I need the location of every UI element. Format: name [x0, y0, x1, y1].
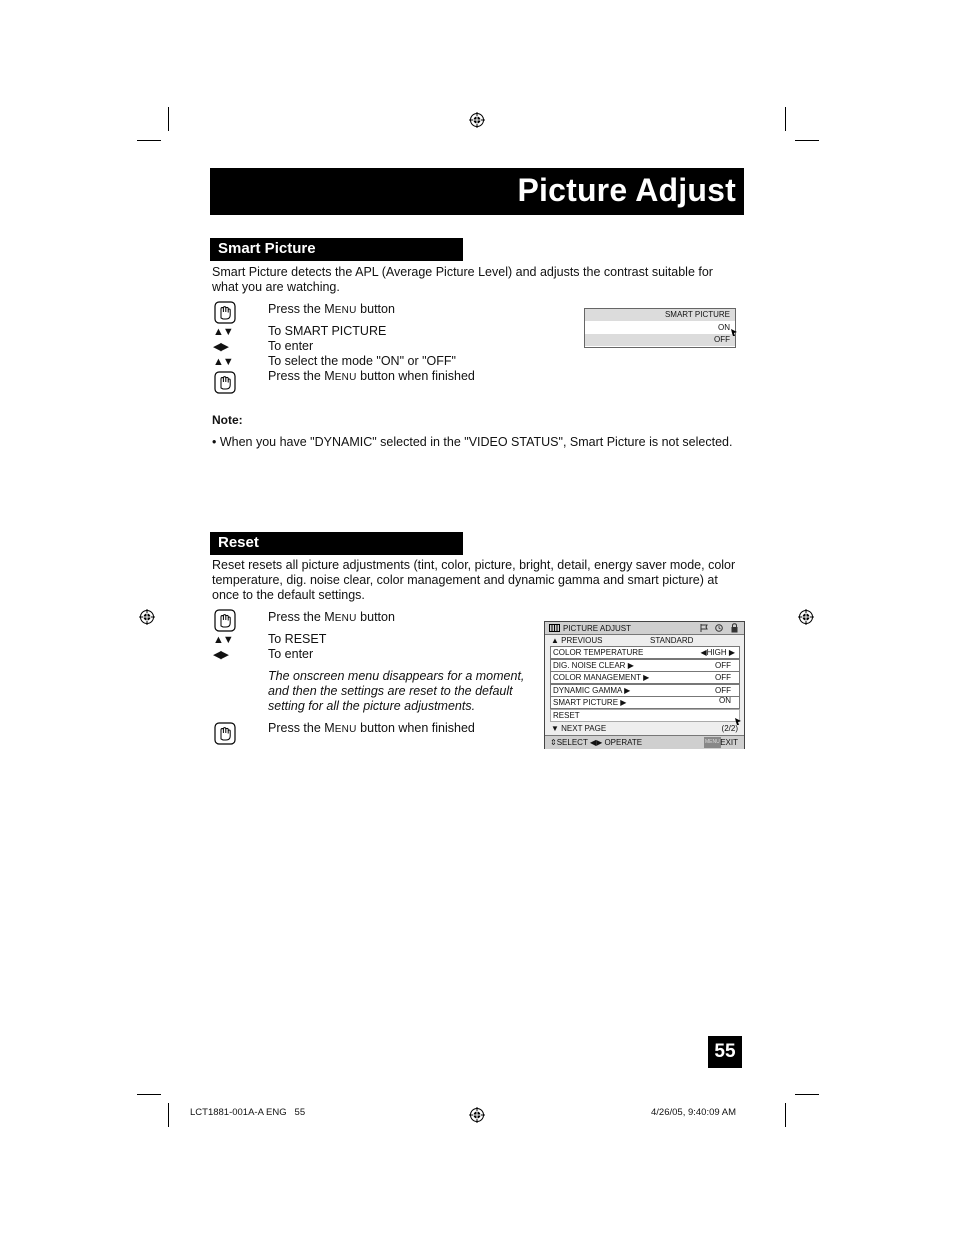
tv-menu-icon: [549, 624, 560, 632]
registration-mark-icon: [139, 609, 155, 625]
step-press-menu: Press the MENU button: [268, 610, 395, 624]
footer-exit: EXIT: [720, 738, 738, 747]
menu-title: PICTURE ADJUST: [563, 624, 632, 633]
crop-mark: [795, 1094, 819, 1095]
remote-menu-button-icon: [213, 301, 237, 325]
step-to-smart-picture: To SMART PICTURE: [268, 324, 387, 338]
registration-mark-icon: [469, 1107, 485, 1123]
step-press-menu-finished: Press the MENU button when finished: [268, 721, 475, 735]
step-reset-explanation: The onscreen menu disappears for a moment, and then the settings are reset to the default setting for all the picture adjustments.: [268, 669, 525, 713]
menu-option-off: OFF: [585, 334, 735, 346]
crop-mark: [785, 107, 786, 131]
up-down-arrows-icon: ▲▼: [213, 634, 233, 646]
crop-mark: [795, 140, 819, 141]
step-to-reset: To RESET: [268, 632, 327, 646]
step-to-enter: To enter: [268, 647, 314, 661]
previous-value: STANDARD: [650, 636, 694, 645]
section-heading-text: Smart Picture: [218, 240, 316, 257]
menu-row-value: OFF: [715, 686, 731, 695]
cursor-pointer-icon: [730, 328, 738, 337]
footer-select: ⇕SELECT ◀▶ OPERATE: [550, 738, 643, 747]
section-heading-reset: [210, 532, 463, 555]
page-title: Picture Adjust: [517, 172, 736, 208]
remote-menu-button-icon: [213, 722, 237, 746]
note-heading: Note:: [212, 413, 243, 427]
step-press-menu: Press the MENU button: [268, 302, 395, 316]
next-page-item: ▼ NEXT PAGE: [551, 724, 607, 733]
registration-mark-icon: [798, 609, 814, 625]
reset-intro: Reset resets all picture adjustments (tint, color, picture, bright, detail, energy saver mode, color temperature, dig. noise clear, color management and dynamic gamma and smart picture) at once to the default settings.: [212, 558, 736, 602]
menu-key-icon: MENU: [704, 737, 721, 748]
crop-mark: [168, 1103, 169, 1127]
up-down-arrows-icon: ▲▼: [213, 326, 233, 338]
menu-row-reset: RESET: [550, 709, 740, 722]
previous-item: ▲ PREVIOUS: [551, 636, 603, 645]
footer-doc-code: LCT1881-001A-A ENG 55: [190, 1107, 306, 1118]
registration-mark-icon: [469, 112, 485, 128]
page-title-bar: [210, 168, 744, 215]
menu-footer: [545, 735, 744, 749]
crop-mark: [785, 1103, 786, 1127]
crop-mark: [137, 140, 161, 141]
footer-timestamp: 4/26/05, 9:40:09 AM: [651, 1107, 737, 1118]
menu-row-value: OFF: [715, 673, 731, 682]
menu-row-dig-noise-clear: DIG. NOISE CLEAR ▶ OFF: [550, 659, 740, 672]
remote-menu-button-icon: [213, 371, 237, 395]
menu-row-value: OFF: [715, 661, 731, 670]
crop-mark: [168, 107, 169, 131]
menu-row-value: ON: [719, 696, 731, 705]
clock-icon: [715, 624, 723, 632]
menu-row-color-management: COLOR MANAGEMENT ▶ OFF: [550, 671, 740, 684]
menu-row-dynamic-gamma: DYNAMIC GAMMA ▶ OFF: [550, 684, 740, 697]
picture-adjust-menu-screen: [544, 621, 745, 749]
page-indicator: (2/2): [721, 724, 738, 733]
lock-icon: [731, 623, 738, 633]
remote-menu-button-icon: [213, 609, 237, 633]
step-to-enter: To enter: [268, 339, 314, 353]
left-right-arrows-icon: ◀▶: [213, 341, 228, 353]
step-press-menu-finished: Press the MENU button when finished: [268, 369, 475, 383]
section-heading-smart-picture: [210, 238, 463, 261]
section-heading-text: Reset: [218, 534, 259, 551]
crop-mark: [137, 1094, 161, 1095]
smart-picture-intro: Smart Picture detects the APL (Average Picture Level) and adjusts the contrast suitable for what you are watching.: [212, 265, 713, 294]
menu-row-value: HIGH: [706, 648, 727, 657]
menu-title: SMART PICTURE: [585, 309, 735, 321]
up-down-arrows-icon: ▲▼: [213, 356, 233, 368]
step-select-mode: To select the mode "ON" or "OFF": [268, 354, 456, 368]
smart-picture-menu-screen: [584, 308, 736, 348]
page-number: 55: [708, 1036, 742, 1068]
menu-option-on: ON: [585, 322, 735, 334]
menu-row-smart-picture: SMART PICTURE ▶ ON: [550, 696, 740, 709]
flag-icon: [700, 624, 708, 632]
menu-row-color-temperature: COLOR TEMPERATURE ◀HIGH ▶: [550, 646, 740, 659]
menu-header: [545, 622, 744, 635]
note-text: • When you have "DYNAMIC" selected in the "VIDEO STATUS", Smart Picture is not selected.: [212, 435, 733, 449]
left-right-arrows-icon: ◀▶: [213, 649, 228, 661]
